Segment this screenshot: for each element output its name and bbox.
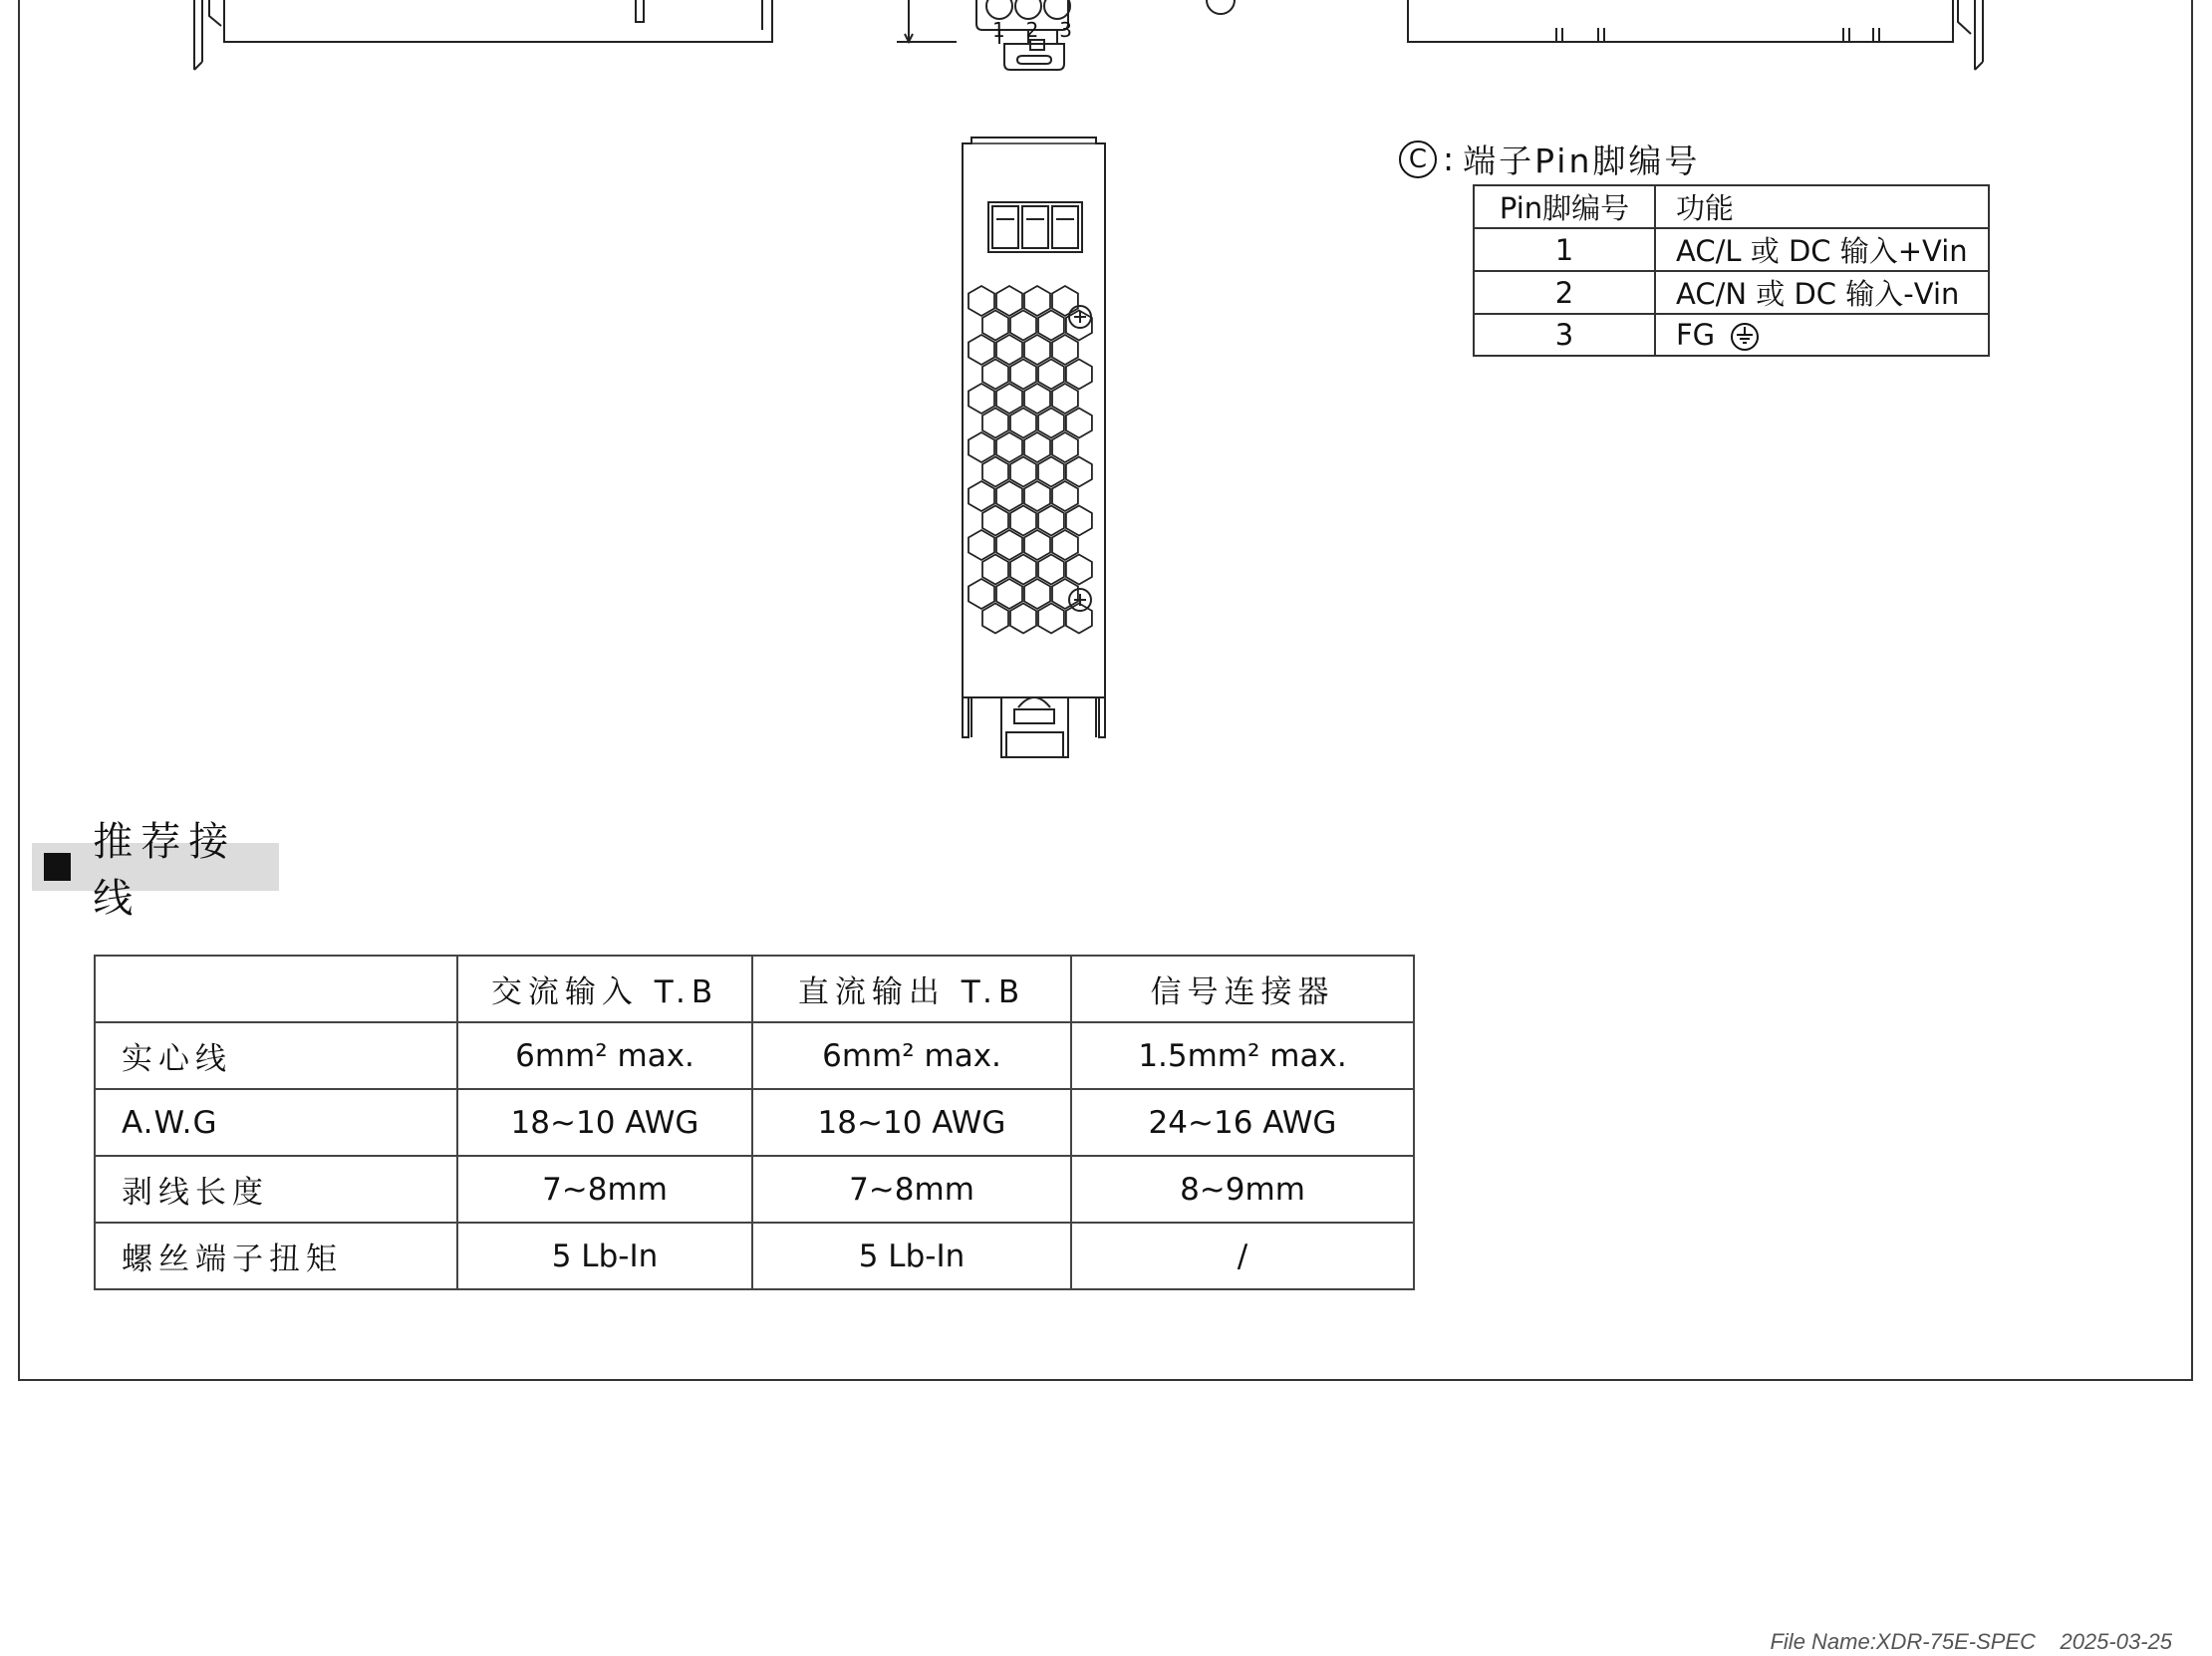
vent-hole: [1066, 555, 1092, 585]
ventilation-hex-grid: [968, 286, 1092, 634]
callout-c-fragment: [1207, 0, 1235, 14]
row-label: A.W.G: [95, 1089, 457, 1156]
black-square-icon: [44, 853, 71, 881]
terminal-number: 2: [1025, 18, 1039, 42]
vent-hole: [1038, 457, 1064, 487]
file-date: 2025-03-25: [2060, 1629, 2172, 1654]
terminal-number: 1: [992, 18, 1005, 42]
wiring-section-heading: [32, 819, 279, 922]
vent-hole: [1038, 311, 1064, 341]
callout-c-icon: C: [1399, 140, 1437, 178]
row-label: 实心线: [95, 1022, 457, 1089]
vent-hole: [982, 311, 1008, 341]
vent-hole: [1010, 409, 1036, 438]
file-name: File Name:XDR-75E-SPEC: [1770, 1629, 2036, 1654]
table-row: [1474, 271, 1989, 314]
vent-hole: [996, 579, 1022, 609]
vent-hole: [1024, 432, 1050, 462]
table-cell: 6mm² max.: [457, 1022, 752, 1089]
column-header: 交流输入 T.B: [457, 956, 752, 1022]
table-cell: 5 Lb-In: [457, 1223, 752, 1289]
vent-hole: [1066, 506, 1092, 536]
function-header: 功能: [1655, 185, 1989, 228]
table-cell: 1.5mm² max.: [1071, 1022, 1414, 1089]
pin-colon: :: [1443, 139, 1458, 178]
ground-icon: [1730, 322, 1760, 352]
vent-hole: [1066, 409, 1092, 438]
column-header: [95, 956, 457, 1022]
vent-hole: [1052, 579, 1078, 609]
table-cell: 8~9mm: [1071, 1156, 1414, 1223]
vent-hole: [1052, 530, 1078, 560]
vent-hole: [968, 335, 994, 365]
vent-hole: [1024, 481, 1050, 511]
vent-hole: [982, 409, 1008, 438]
vent-hole: [982, 555, 1008, 585]
pin-header: Pin脚编号: [1474, 185, 1655, 228]
table-row: [1474, 228, 1989, 271]
table-cell: 24~16 AWG: [1071, 1089, 1414, 1156]
column-header: 信号连接器: [1071, 956, 1414, 1022]
vent-hole: [1038, 604, 1064, 634]
table-row: [95, 1156, 1414, 1223]
pin-function: AC/N 或 DC 输入-Vin: [1655, 271, 1989, 314]
table-cell: 7~8mm: [752, 1156, 1071, 1223]
table-cell: 7~8mm: [457, 1156, 752, 1223]
pin-function-cell: [1655, 314, 1989, 356]
vent-hole: [968, 579, 994, 609]
pin-title-text: 端子Pin脚编号: [1463, 141, 1701, 180]
vent-hole: [1038, 555, 1064, 585]
table-cell: 6mm² max.: [752, 1022, 1071, 1089]
pin-number: 2: [1474, 271, 1655, 314]
pin-table: [1473, 184, 1990, 357]
vent-hole: [982, 457, 1008, 487]
vent-hole: [1024, 286, 1050, 316]
vent-hole: [1010, 311, 1036, 341]
vent-hole: [1038, 409, 1064, 438]
table-cell: 18~10 AWG: [457, 1089, 752, 1156]
pin-function: FG: [1676, 318, 1716, 352]
column-header: 直流输出 T.B: [752, 956, 1071, 1022]
vent-hole: [968, 286, 994, 316]
vent-hole: [996, 286, 1022, 316]
vent-hole: [1024, 335, 1050, 365]
vent-hole: [1024, 530, 1050, 560]
vent-hole: [1038, 506, 1064, 536]
vent-hole: [968, 481, 994, 511]
pin-table-header: [1474, 185, 1989, 228]
vent-hole: [968, 384, 994, 414]
vent-hole: [968, 530, 994, 560]
vent-hole: [1010, 604, 1036, 634]
left-view-fragment: [194, 0, 772, 70]
pin-section-title: [1399, 136, 1700, 182]
vent-hole: [982, 506, 1008, 536]
vent-hole: [1066, 457, 1092, 487]
wiring-table: [94, 955, 1415, 1290]
terminal-number: 3: [1059, 18, 1072, 42]
vent-hole: [996, 530, 1022, 560]
vent-hole: [1066, 360, 1092, 390]
vent-hole: [1010, 506, 1036, 536]
vent-hole: [982, 604, 1008, 634]
wiring-table-header: [95, 956, 1414, 1022]
vent-hole: [996, 481, 1022, 511]
table-cell: 5 Lb-In: [752, 1223, 1071, 1289]
table-row: [95, 1089, 1414, 1156]
vent-hole: [1066, 604, 1092, 634]
vent-hole: [1010, 360, 1036, 390]
vent-hole: [1010, 555, 1036, 585]
terminal-numbers: [992, 18, 1072, 42]
vent-hole: [1024, 384, 1050, 414]
device-side-view: [963, 138, 1105, 757]
table-row: [95, 1022, 1414, 1089]
table-cell: 18~10 AWG: [752, 1089, 1071, 1156]
vent-hole: [982, 360, 1008, 390]
vent-hole: [1052, 432, 1078, 462]
table-row: [95, 1223, 1414, 1289]
vent-hole: [1010, 457, 1036, 487]
vent-hole: [996, 432, 1022, 462]
pin-number: 3: [1474, 314, 1655, 356]
row-label: 剥线长度: [95, 1156, 457, 1223]
table-cell: /: [1071, 1223, 1414, 1289]
vent-hole: [1052, 286, 1078, 316]
table-row: [1474, 314, 1989, 356]
row-label: 螺丝端子扭矩: [95, 1223, 457, 1289]
vent-hole: [968, 432, 994, 462]
vent-hole: [996, 384, 1022, 414]
footer: [1770, 1629, 2172, 1655]
vent-hole: [1038, 360, 1064, 390]
pin-number: 1: [1474, 228, 1655, 271]
vent-hole: [1052, 481, 1078, 511]
vent-hole: [1052, 384, 1078, 414]
wiring-heading-text: 推荐接线: [93, 819, 237, 922]
right-view-fragment: [1408, 0, 1983, 70]
vent-hole: [996, 335, 1022, 365]
vent-hole: [1052, 335, 1078, 365]
pin-function: AC/L 或 DC 输入+Vin: [1655, 228, 1989, 271]
vent-hole: [1024, 579, 1050, 609]
